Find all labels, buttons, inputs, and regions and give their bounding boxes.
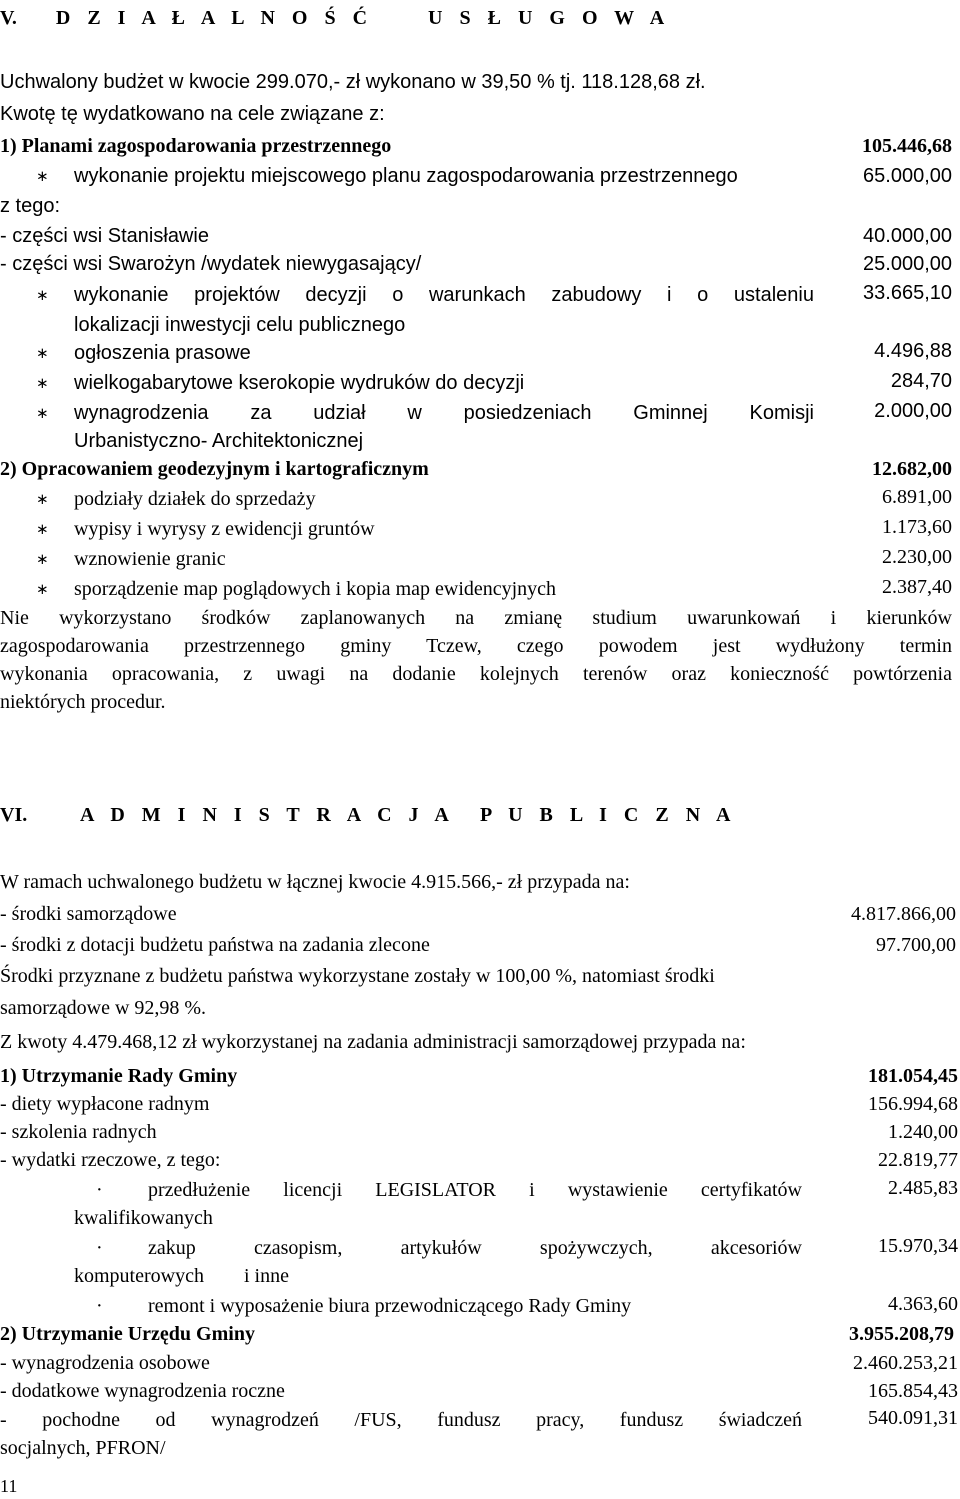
council-m1-amount: 2.485,83 <box>888 1177 958 1199</box>
g1-sub2-label: - części wsi Swarożyn /wydatek niewygasający/ <box>0 253 422 275</box>
office-label: 2) Utrzymanie Urzędu Gminy <box>0 1323 255 1345</box>
bullet-star: ∗ <box>36 344 49 362</box>
council-m1-line2: kwalifikowanych <box>74 1207 213 1229</box>
admin-line: Z kwoty 4.479.468,12 zł wykorzystanej na zadania administracji samorządowej przypada na: <box>0 1031 746 1053</box>
g2-item4-label: sporządzenie map poglądowych i kopia map ewidencyjnych <box>74 578 557 600</box>
office-deriv-line1: - pochodne od wynagrodzeń /FUS, fundusz pracy, fundusz świadczeń <box>0 1409 802 1431</box>
group1-amount: 105.446,68 <box>862 135 952 157</box>
group1-label: 1) Planami zagospodarowania przestrzennego <box>0 135 392 157</box>
admin-intro: W ramach uchwalonego budżetu w łącznej kwocie 4.915.566,- zł przypada na: <box>0 871 630 893</box>
own-funds-label: - środki samorządowe <box>0 903 177 925</box>
g1-item5-amount: 2.000,00 <box>874 400 952 422</box>
council-m3-amount: 4.363,60 <box>888 1293 958 1315</box>
section-6-title-b: P U B L I C Z N A <box>480 804 737 826</box>
bullet-star: ∗ <box>36 286 49 304</box>
council-material-amount: 22.819,77 <box>878 1149 958 1171</box>
council-training-label: - szkolenia radnych <box>0 1121 157 1143</box>
bullet-star: ∗ <box>36 404 49 422</box>
note-line-4: niektórych procedur. <box>0 691 166 713</box>
council-material-label: - wydatki rzeczowe, z tego: <box>0 1149 221 1171</box>
note-line-1: Nie wykorzystano środków zaplanowanych na zmianę studium uwarunkowań i kierunków <box>0 607 952 629</box>
note-line-3: wykonania opracowania, z uwagi na dodanie kolejnych terenów oraz konieczność powtórzenia <box>0 663 952 685</box>
g2-item4-amount: 2.387,40 <box>882 576 952 598</box>
section-5-heading <box>0 6 670 30</box>
office-wages-amount: 2.460.253,21 <box>853 1352 958 1374</box>
office-extra-label: - dodatkowe wynagrodzenia roczne <box>0 1380 285 1402</box>
g2-item2-label: wypisy i wyrysy z ewidencji gruntów <box>74 518 375 540</box>
page-number: 11 <box>0 1476 18 1496</box>
council-m2-amount: 15.970,34 <box>878 1235 958 1257</box>
g1-item3-label: ogłoszenia prasowe <box>74 342 251 364</box>
council-m2-line1: zakup czasopism, artykułów spożywczych, akcesoriów <box>148 1237 802 1259</box>
council-diets-amount: 156.994,68 <box>868 1093 958 1115</box>
council-m2-line2: komputerowych i inne <box>74 1265 289 1287</box>
g2-item1-label: podziały działek do sprzedaży <box>74 488 316 510</box>
bullet-star: ∗ <box>36 580 49 598</box>
section-5-number: V. <box>0 7 17 29</box>
office-wages-label: - wynagrodzenia osobowe <box>0 1352 210 1374</box>
note-line-2: zagospodarowania przestrzennego gminy Tczew, czego powodem jest wydłużony termin <box>0 635 952 657</box>
g1-item4-label: wielkogabarytowe kserokopie wydruków do decyzji <box>74 372 525 394</box>
g1-sub2-amount: 25.000,00 <box>863 253 952 275</box>
office-amount: 3.955.208,79 <box>849 1323 954 1345</box>
bullet-star: ∗ <box>36 167 49 185</box>
council-label: 1) Utrzymanie Rady Gminy <box>0 1065 238 1087</box>
g1-item5-line2: Urbanistyczno- Architektonicznej <box>74 430 364 452</box>
spent-line: Kwotę tę wydatkowano na cele związane z: <box>0 103 385 125</box>
g1-item2-line2: lokalizacji inwestycji celu publicznego <box>74 314 406 336</box>
bullet-star: ∗ <box>36 550 49 568</box>
council-training-amount: 1.240,00 <box>888 1121 958 1143</box>
g2-item3-amount: 2.230,00 <box>882 546 952 568</box>
z-tego-label: z tego: <box>0 195 61 217</box>
g2-item3-label: wznowienie granic <box>74 548 226 570</box>
own-funds-amount: 4.817.866,00 <box>851 903 956 925</box>
council-diets-label: - diety wypłacone radnym <box>0 1093 210 1115</box>
office-deriv-amount: 540.091,31 <box>868 1407 958 1429</box>
g1-item5-line1: wynagrodzenia za udział w posiedzeniach Gminnej Komisji <box>74 402 814 424</box>
office-deriv-line2: socjalnych, PFRON/ <box>0 1437 166 1459</box>
g1-item2-line1: wykonanie projektów decyzji o warunkach zabudowy i o ustaleniu <box>74 284 814 306</box>
bullet-star: ∗ <box>36 520 49 538</box>
group2-label: 2) Opracowaniem geodezyjnym i kartograficznym <box>0 458 429 480</box>
budget-line: Uchwalony budżet w kwocie 299.070,- zł wykonano w 39,50 % tj. 118.128,68 zł. <box>0 71 706 93</box>
council-amount: 181.054,45 <box>868 1065 958 1087</box>
g1-item2-amount: 33.665,10 <box>863 282 952 304</box>
g1-sub1-amount: 40.000,00 <box>863 225 952 247</box>
g2-item1-amount: 6.891,00 <box>882 486 952 508</box>
g1-item1-label: wykonanie projektu miejscowego planu zagospodarowania przestrzennego <box>74 165 738 187</box>
usage-line-2: samorządowe w 92,98 %. <box>0 997 207 1019</box>
grant-funds-label: - środki z dotacji budżetu państwa na zadania zlecone <box>0 934 430 956</box>
section-6-number: VI. <box>0 804 28 826</box>
section-6-title-a: A D M I N I S T R A C J A <box>80 804 455 826</box>
group2-amount: 12.682,00 <box>872 458 952 480</box>
g1-item1-amount: 65.000,00 <box>863 165 952 187</box>
bullet-dot: · <box>96 1237 103 1259</box>
council-m3-label: remont i wyposażenie biura przewodniczącego Rady Gminy <box>148 1295 632 1317</box>
bullet-dot: · <box>96 1179 103 1201</box>
section-5-title: D Z I A Ł A L N O Ś Ć U S Ł U G O W A <box>55 7 671 29</box>
g1-item3-amount: 4.496,88 <box>874 340 952 362</box>
usage-line-1: Środki przyznane z budżetu państwa wykorzystane zostały w 100,00 %, natomiast środki <box>0 965 715 987</box>
bullet-star: ∗ <box>36 490 49 508</box>
council-m1-line1: przedłużenie licencji LEGISLATOR i wystawienie certyfikatów <box>148 1179 802 1201</box>
office-extra-amount: 165.854,43 <box>868 1380 958 1402</box>
g1-sub1-label: - części wsi Stanisławie <box>0 225 209 247</box>
bullet-star: ∗ <box>36 374 49 392</box>
bullet-dot: · <box>96 1295 103 1317</box>
g1-item4-amount: 284,70 <box>890 370 952 392</box>
grant-funds-amount: 97.700,00 <box>876 934 956 956</box>
g2-item2-amount: 1.173,60 <box>882 516 952 538</box>
